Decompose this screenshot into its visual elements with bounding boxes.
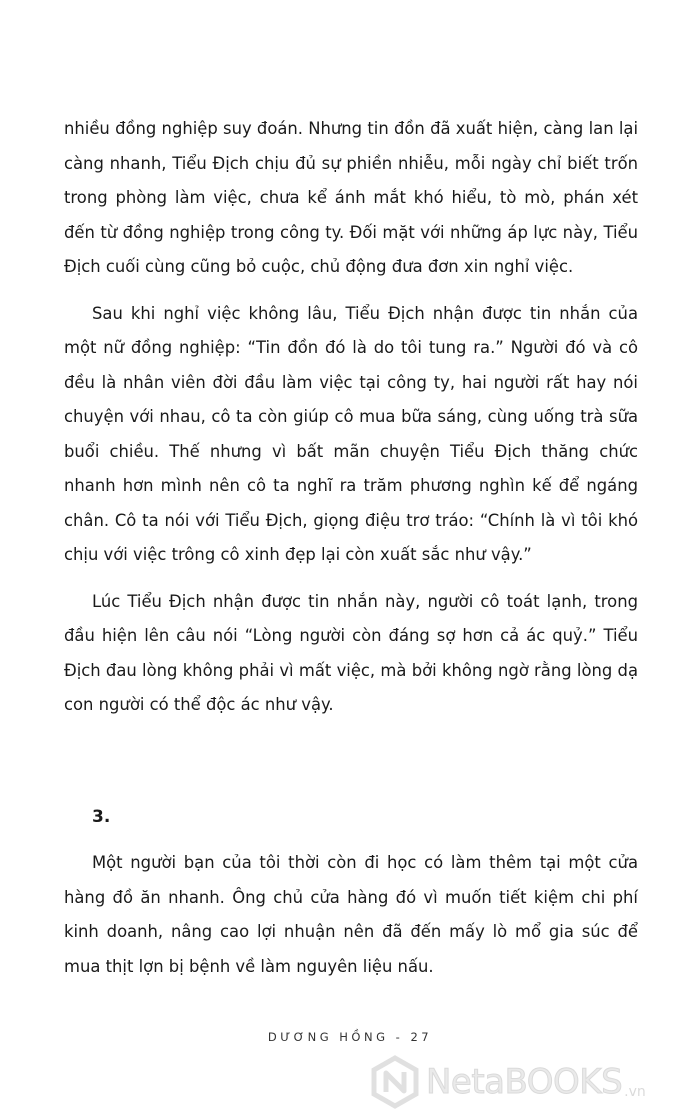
- section-paragraph-1: Một người bạn của tôi thời còn đi học có làm thêm tại một cửa hàng đồ ăn nhanh. Ông chủ cửa hàng đó vì muốn tiết kiệm chi phí kinh doanh, nâng cao lợi nhuận nên đã đến mấy lò mổ gia súc để mua thịt lợn bị bệnh về làm nguyên liệu nấu.: [64, 853, 638, 976]
- paragraph-2: Sau khi nghỉ việc không lâu, Tiểu Địch nhận được tin nhắn của một nữ đồng nghiệp: “Tin đồn đó là do tôi tung ra.” Người đó và cô đều là nhân viên đời đầu làm việc tại công ty, hai người rất hay nói chuyện với nhau, cô ta còn giúp cô mua bữa sáng, cùng uống trà sữa buổi chiều. Thế nhưng vì bất mãn chuyện Tiểu Địch thăng chức nhanh hơn mình nên cô ta nghĩ ra trăm phương nghìn kế để ngáng chân. Cô ta nói với Tiểu Địch, giọng điệu trơ tráo: “Chính là vì tôi khó chịu với việc trông cô xinh đẹp lại còn xuất sắc như vậy.”: [64, 303, 638, 564]
- paragraph-1: nhiều đồng nghiệp suy đoán. Nhưng tin đồn đã xuất hiện, càng lan lại càng nhanh, Tiểu Địch chịu đủ sự phiền nhiễu, mỗi ngày chỉ biết trốn trong phòng làm việc, chưa kể ánh mắt khó hiểu, tò mò, phán xét đến từ đồng nghiệp trong công ty. Đối mặt với những áp lực này, Tiểu Địch cuối cùng cũng bỏ cuộc, chủ động đưa đơn xin nghỉ việc.: [64, 119, 638, 276]
- watermark-brand: NetaBOOKS: [426, 1062, 623, 1102]
- paragraph-3: Lúc Tiểu Địch nhận được tin nhắn này, người cô toát lạnh, trong đầu hiện lên câu nói “Lòng người còn đáng sợ hơn cả ác quỷ.” Tiểu Địch đau lòng không phải vì mất việc, mà bởi không ngờ rằng lòng dạ con người có thể độc ác như vậy.: [64, 591, 638, 714]
- section-number: 3.: [92, 807, 111, 827]
- page-footer: DƯƠNG HỒNG - 27: [267, 1030, 433, 1044]
- section-text-block: [64, 846, 638, 996]
- netabooks-logo-icon: [368, 1055, 422, 1109]
- body-text-block: [64, 112, 638, 735]
- watermark-suffix: .vn: [624, 1084, 646, 1100]
- watermark: [368, 1050, 688, 1114]
